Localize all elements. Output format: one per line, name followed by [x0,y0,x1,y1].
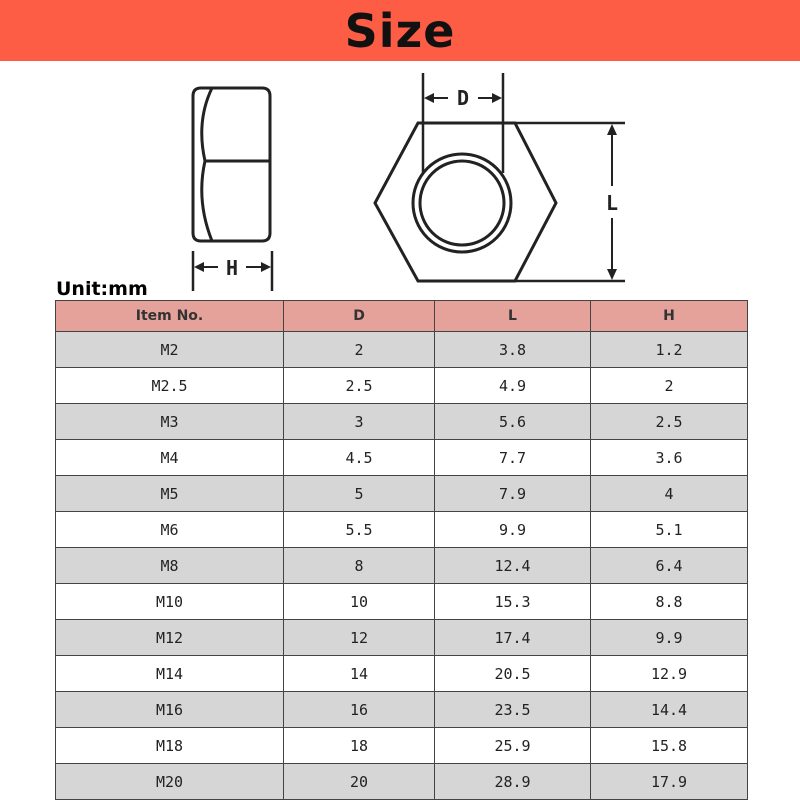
cell-d: 4.5 [284,440,435,476]
page-title: Size [344,3,456,58]
cell-l: 3.8 [435,332,591,368]
cell-d: 12 [284,620,435,656]
cell-item-no: M14 [56,656,284,692]
cell-d: 2.5 [284,368,435,404]
cell-item-no: M4 [56,440,284,476]
side-h-label: H [225,256,239,280]
header-d: D [284,301,435,332]
cell-item-no: M10 [56,584,284,620]
cell-h: 2 [591,368,748,404]
cell-h: 9.9 [591,620,748,656]
cell-l: 4.9 [435,368,591,404]
front-d-label: D [456,86,470,110]
cell-l: 9.9 [435,512,591,548]
cell-h: 4 [591,476,748,512]
cell-d: 14 [284,656,435,692]
cell-l: 7.9 [435,476,591,512]
cell-d: 8 [284,548,435,584]
cell-h: 1.2 [591,332,748,368]
nut-dimension-diagram [0,61,800,301]
cell-item-no: M3 [56,404,284,440]
cell-d: 5.5 [284,512,435,548]
cell-item-no: M5 [56,476,284,512]
cell-h: 5.1 [591,512,748,548]
cell-h: 6.4 [591,548,748,584]
cell-l: 15.3 [435,584,591,620]
table-row [56,728,748,764]
cell-item-no: M2 [56,332,284,368]
cell-h: 12.9 [591,656,748,692]
cell-l: 17.4 [435,620,591,656]
cell-h: 15.8 [591,728,748,764]
cell-l: 25.9 [435,728,591,764]
diagram-drawing [0,61,800,301]
cell-l: 5.6 [435,404,591,440]
front-l-label: L [605,191,619,215]
header-item-no: Item No. [56,301,284,332]
cell-h: 14.4 [591,692,748,728]
cell-item-no: M2.5 [56,368,284,404]
cell-l: 20.5 [435,656,591,692]
table-row [56,620,748,656]
cell-d: 10 [284,584,435,620]
cell-item-no: M20 [56,764,284,800]
cell-d: 18 [284,728,435,764]
cell-d: 16 [284,692,435,728]
cell-l: 28.9 [435,764,591,800]
table-row [56,548,748,584]
table-row [56,656,748,692]
size-table-container [55,300,747,800]
table-row [56,584,748,620]
size-table [55,300,748,800]
table-row [56,404,748,440]
cell-d: 5 [284,476,435,512]
table-row [56,440,748,476]
cell-d: 2 [284,332,435,368]
table-row [56,476,748,512]
cell-h: 3.6 [591,440,748,476]
cell-h: 2.5 [591,404,748,440]
table-row [56,512,748,548]
nut-front-view [375,73,625,281]
cell-item-no: M16 [56,692,284,728]
table-header-row [56,301,748,332]
cell-l: 7.7 [435,440,591,476]
table-row [56,332,748,368]
unit-label: Unit:mm [56,278,148,300]
cell-h: 17.9 [591,764,748,800]
cell-item-no: M6 [56,512,284,548]
table-row [56,764,748,800]
header-h: H [591,301,748,332]
cell-d: 20 [284,764,435,800]
table-row [56,368,748,404]
cell-l: 23.5 [435,692,591,728]
table-row [56,692,748,728]
header-l: L [435,301,591,332]
cell-d: 3 [284,404,435,440]
cell-h: 8.8 [591,584,748,620]
title-banner [0,0,800,61]
cell-item-no: M12 [56,620,284,656]
cell-item-no: M18 [56,728,284,764]
cell-item-no: M8 [56,548,284,584]
cell-l: 12.4 [435,548,591,584]
